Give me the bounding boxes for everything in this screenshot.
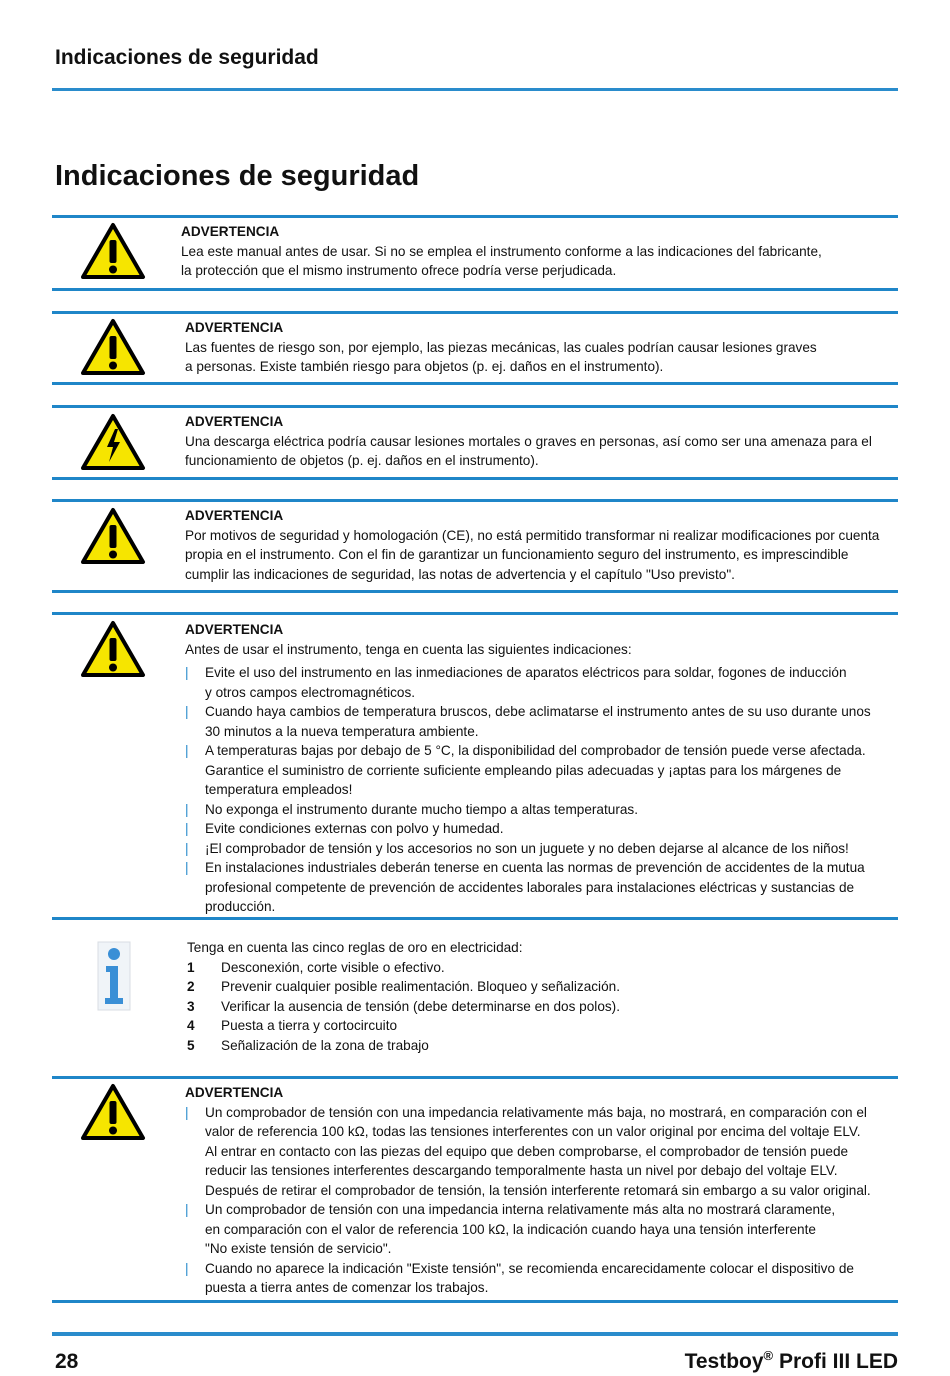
bullet-item <box>185 819 871 839</box>
rule-item <box>187 1036 620 1056</box>
bullet-line: reducir las tensiones interferentes descargando temporalmente hasta un nivel por debajo del voltaje ELV. <box>205 1163 838 1178</box>
warning-line: Lea este manual antes de usar. Si no se emplea el instrumento conforme a las indicaciones del fabricante, <box>181 243 822 259</box>
warning-heading: ADVERTENCIA <box>185 622 284 637</box>
rule-text: Prevenir cualquier posible realimentación. Bloqueo y señalización. <box>221 979 620 994</box>
warning-block <box>181 222 822 281</box>
rule-item <box>187 1016 620 1036</box>
bullet-line: temperatura empleados! <box>205 782 353 797</box>
bullet-bar-icon: | <box>185 665 189 680</box>
warning-triangle-icon <box>80 507 146 565</box>
bullet-line: Cuando no aparece la indicación "Existe tensión", se recomienda encarecidamente colocar el dispositivo de <box>205 1260 854 1276</box>
bullet-item <box>185 1259 871 1298</box>
bullet-line: Cuando haya cambios de temperatura bruscos, debe aclimatarse el instrumento antes de su uso durante unos <box>205 704 871 719</box>
rule-item <box>187 997 620 1017</box>
bullet-line: en comparación con el valor de referencia 100 kΩ, la indicación cuando haya una tensión interferente <box>205 1221 816 1237</box>
warning-line: la protección que el mismo instrumento ofrece podría verse perjudicada. <box>181 263 617 278</box>
bullet-item <box>185 741 871 800</box>
warning-heading: ADVERTENCIA <box>185 508 284 523</box>
warning-line: Las fuentes de riesgo son, por ejemplo, las piezas mecánicas, las cuales podrían causar lesiones graves <box>185 339 817 355</box>
section-rule <box>52 917 898 920</box>
registered-mark: ® <box>763 1348 774 1363</box>
bullet-item <box>185 858 871 917</box>
bullet-bar-icon: | <box>185 1260 189 1276</box>
bullet-line: 30 minutos a la nueva temperatura ambiente. <box>205 723 479 739</box>
bullet-line: producción. <box>205 899 276 914</box>
section-rule <box>52 477 898 480</box>
header-rule <box>52 88 898 91</box>
bullet-item <box>185 702 871 741</box>
bullet-item <box>185 1103 871 1201</box>
warning-heading: ADVERTENCIA <box>185 320 284 335</box>
warning-line: propia en el instrumento. Con el fin de garantizar un funcionamiento seguro del instrumento, es imprescindible <box>185 547 849 562</box>
page-number: 28 <box>55 1350 79 1373</box>
rule-number: 1 <box>187 959 195 975</box>
section-rule <box>52 612 898 615</box>
warning-triangle-icon <box>80 620 146 678</box>
rule-number: 4 <box>187 1018 195 1033</box>
bullet-line: Al entrar en contacto con las piezas del equipo que deben comprobarse, el comprobador de tensión puede <box>205 1143 849 1159</box>
product-name <box>685 1348 898 1374</box>
bullet-line: valor de referencia 100 kΩ, todas las tensiones interferentes con un valor original por encima del voltaje ELV. <box>205 1124 861 1139</box>
rule-text: Verificar la ausencia de tensión (debe determinarse en dos polos). <box>221 998 620 1014</box>
rule-item <box>187 977 620 997</box>
footer-rule <box>52 1332 898 1336</box>
warning-triangle-icon <box>80 1083 146 1141</box>
warning-block <box>185 318 817 377</box>
rule-number: 2 <box>187 979 195 994</box>
bullet-bar-icon: | <box>185 821 189 836</box>
section-rule <box>52 1076 898 1079</box>
warning-block <box>185 412 872 471</box>
warning-line: cumplir las indicaciones de seguridad, las notas de advertencia y el capítulo "Uso previsto". <box>185 566 735 582</box>
warning-triangle-icon <box>80 222 146 280</box>
section-rule <box>52 288 898 291</box>
warning-heading: ADVERTENCIA <box>185 414 284 429</box>
bullet-line: En instalaciones industriales deberán tenerse en cuenta las normas de prevención de accidentes de la mutua <box>205 860 865 875</box>
rule-text: Puesta a tierra y cortocircuito <box>221 1018 398 1033</box>
bullet-line: Un comprobador de tensión con una impedancia interna relativamente más alta no mostrará claramente, <box>205 1202 836 1217</box>
section-rule <box>52 499 898 502</box>
page-title: Indicaciones de seguridad <box>55 160 420 192</box>
model-name: Profi III LED <box>778 1350 898 1373</box>
warning-block <box>185 1083 871 1298</box>
info-intro: Tenga en cuenta las cinco reglas de oro en electricidad: <box>187 940 523 955</box>
bullet-line: Evite el uso del instrumento en las inmediaciones de aparatos eléctricos para soldar, fogones de inducción <box>205 665 847 680</box>
section-rule <box>52 590 898 593</box>
bullet-bar-icon: | <box>185 1104 189 1120</box>
bullet-line: ¡El comprobador de tensión y los accesorios no son un juguete y no deben dejarse al alcance de los niños! <box>205 840 849 856</box>
bullet-line: y otros campos electromagnéticos. <box>205 684 416 700</box>
bullet-line: puesta a tierra antes de comenzar los trabajos. <box>205 1280 489 1295</box>
warning-line: Por motivos de seguridad y homologación (CE), no está permitido transformar ni realizar modificaciones por cuenta <box>185 527 880 543</box>
bullet-line: No exponga el instrumento durante mucho tiempo a altas temperaturas. <box>205 801 638 817</box>
warning-triangle-icon <box>80 318 146 376</box>
bullet-bar-icon: | <box>185 704 189 719</box>
section-rule <box>52 1300 898 1303</box>
info-block <box>187 938 620 1055</box>
warning-line: funcionamiento de objetos (p. ej. daños en el instrumento). <box>185 453 539 468</box>
bullet-bar-icon: | <box>185 840 189 856</box>
rule-number: 5 <box>187 1037 195 1053</box>
running-header: Indicaciones de seguridad <box>55 46 319 69</box>
warning-block <box>185 506 879 584</box>
section-rule <box>52 405 898 408</box>
bullet-bar-icon: | <box>185 801 189 817</box>
section-rule <box>52 382 898 385</box>
bullet-bar-icon: | <box>185 860 189 875</box>
warning-line: a personas. Existe también riesgo para objetos (p. ej. daños en el instrumento). <box>185 359 664 374</box>
warning-heading: ADVERTENCIA <box>185 1085 284 1100</box>
bullet-line: Evite condiciones externas con polvo y humedad. <box>205 821 504 836</box>
rule-item <box>187 958 620 978</box>
bullet-line: "No existe tensión de servicio". <box>205 1241 392 1256</box>
warning-block <box>185 620 871 917</box>
bullet-bar-icon: | <box>185 743 189 758</box>
bullet-item <box>185 663 871 702</box>
bullet-line: Garantice el suministro de corriente suficiente empleando pilas adecuadas y ¡aptas para los márgenes de <box>205 762 842 778</box>
bullet-item <box>185 839 871 859</box>
bullet-bar-icon: | <box>185 1202 189 1217</box>
bullet-item <box>185 800 871 820</box>
electric-hazard-icon <box>80 413 146 471</box>
info-icon <box>96 940 132 1012</box>
warning-line: Una descarga eléctrica podría causar lesiones mortales o graves en personas, así como ser una amenaza para el <box>185 433 872 449</box>
bullet-line: A temperaturas bajas por debajo de 5 °C, la disponibilidad del comprobador de tensión puede verse afectada. <box>205 743 866 758</box>
rule-text: Desconexión, corte visible o efectivo. <box>221 959 445 975</box>
section-rule <box>52 311 898 314</box>
warning-intro: Antes de usar el instrumento, tenga en cuenta las siguientes indicaciones: <box>185 641 632 657</box>
brand-name: Testboy <box>684 1350 764 1373</box>
bullet-line: Un comprobador de tensión con una impedancia relativamente más baja, no mostrará, en comparación con el <box>205 1104 867 1120</box>
bullet-line: Después de retirar el comprobador de tensión, la tensión interferente retomará sin embargo a su valor original. <box>205 1182 871 1198</box>
section-rule <box>52 215 898 218</box>
rule-text: Señalización de la zona de trabajo <box>221 1037 429 1053</box>
rule-number: 3 <box>187 998 195 1014</box>
warning-heading: ADVERTENCIA <box>181 224 280 239</box>
bullet-item <box>185 1200 871 1259</box>
bullet-line: profesional competente de prevención de accidentes laborales para instalaciones eléctricas y sustancias de <box>205 879 855 895</box>
